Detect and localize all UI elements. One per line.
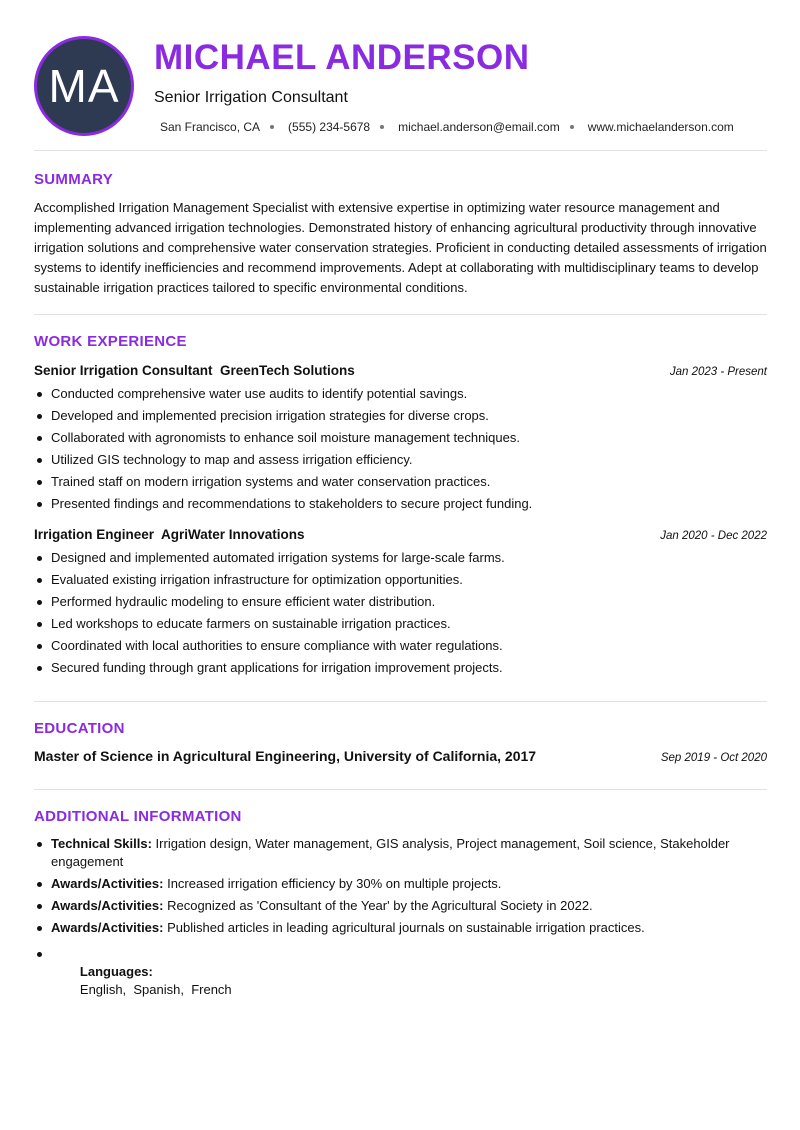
list-item bbox=[34, 945, 767, 1017]
additional-section bbox=[34, 790, 767, 1017]
list-item bbox=[34, 875, 767, 893]
bullet-separator bbox=[380, 125, 384, 129]
list-item bbox=[34, 897, 767, 915]
job-role-company bbox=[34, 527, 305, 542]
list-item: Conducted comprehensive water use audits to identify potential savings. bbox=[34, 385, 767, 403]
candidate-name: MICHAEL ANDERSON bbox=[154, 38, 530, 77]
job-role-company bbox=[34, 363, 355, 378]
job-role: Senior Irrigation Consultant bbox=[34, 363, 213, 378]
degree: Master of Science in Agricultural Engineering, University of California, 2017 bbox=[34, 748, 537, 764]
list-item: Evaluated existing irrigation infrastructure for optimization opportunities. bbox=[34, 571, 767, 589]
resume-page bbox=[34, 0, 767, 1017]
item-label: Awards/Activities: bbox=[51, 920, 164, 935]
additional-heading: ADDITIONAL INFORMATION bbox=[34, 808, 242, 825]
list-item: Led workshops to educate farmers on sustainable irrigation practices. bbox=[34, 615, 767, 633]
list-item: Trained staff on modern irrigation systems and water conservation practices. bbox=[34, 473, 767, 491]
candidate-title: Senior Irrigation Consultant bbox=[154, 89, 348, 106]
job-bullets bbox=[34, 549, 767, 677]
avatar-initials: MA bbox=[48, 60, 120, 112]
experience-section bbox=[34, 315, 767, 701]
contact-website[interactable]: www.michaelanderson.com bbox=[587, 120, 734, 134]
bullet-separator bbox=[570, 125, 574, 129]
item-text: Irrigation design, Water management, GIS analysis, Project management, Soil science, Stakeholder engagement bbox=[51, 836, 730, 869]
job-header bbox=[34, 363, 767, 378]
contact-email[interactable]: michael.anderson@email.com bbox=[398, 120, 560, 134]
item-text: Published articles in leading agricultural journals on sustainable irrigation practices. bbox=[167, 920, 645, 935]
item-text: English, Spanish, French bbox=[79, 982, 232, 997]
education-heading: EDUCATION bbox=[34, 720, 125, 737]
contact-location: San Francisco, CA bbox=[160, 120, 261, 134]
list-item: Coordinated with local authorities to ensure compliance with water regulations. bbox=[34, 637, 767, 655]
list-item bbox=[34, 835, 767, 871]
item-text: Recognized as 'Consultant of the Year' by the Agricultural Society in 2022. bbox=[167, 898, 593, 913]
avatar bbox=[34, 36, 134, 136]
education-entry bbox=[34, 748, 767, 764]
item-label: Languages: bbox=[79, 964, 153, 979]
item-label: Technical Skills: bbox=[51, 836, 152, 851]
education-section bbox=[34, 702, 767, 789]
item-label: Awards/Activities: bbox=[51, 876, 164, 891]
list-item: Performed hydraulic modeling to ensure efficient water distribution. bbox=[34, 593, 767, 611]
job-entry bbox=[34, 363, 767, 513]
job-dates: Jan 2023 - Present bbox=[669, 366, 767, 378]
list-item: Utilized GIS technology to map and assess irrigation efficiency. bbox=[34, 451, 767, 469]
job-dates: Jan 2020 - Dec 2022 bbox=[660, 530, 767, 542]
list-item: Presented findings and recommendations to stakeholders to secure project funding. bbox=[34, 495, 767, 513]
summary-heading: SUMMARY bbox=[34, 171, 114, 188]
job-entry bbox=[34, 527, 767, 677]
summary-section bbox=[34, 151, 767, 314]
job-role: Irrigation Engineer bbox=[34, 527, 155, 542]
resume-header bbox=[34, 0, 767, 150]
bullet-separator bbox=[270, 125, 274, 129]
job-header bbox=[34, 527, 767, 542]
job-company: AgriWater Innovations bbox=[161, 527, 305, 542]
education-dates: Sep 2019 - Oct 2020 bbox=[660, 752, 767, 764]
item-text: Increased irrigation efficiency by 30% on multiple projects. bbox=[167, 876, 502, 891]
summary-text: Accomplished Irrigation Management Specialist with extensive expertise in optimizing water resource management and implementing advanced irrigation technologies. Demonstrated history of enhancing agricultural productivity through innovative irrigation solutions and comprehensive water conservation strategies. Proficient in conducting detailed assessments of irrigation systems to identify inefficiencies and recommend improvements. Adept at collaborating with multidisciplinary teams to develop sustainable irrigation practices tailored to specific environmental conditions. bbox=[34, 200, 767, 295]
job-company: GreenTech Solutions bbox=[220, 363, 355, 378]
additional-list bbox=[34, 835, 767, 1017]
list-item bbox=[34, 919, 767, 937]
contact-phone[interactable]: (555) 234-5678 bbox=[288, 120, 371, 134]
item-label: Awards/Activities: bbox=[51, 898, 164, 913]
list-item: Developed and implemented precision irrigation strategies for diverse crops. bbox=[34, 407, 767, 425]
job-bullets bbox=[34, 385, 767, 513]
list-item: Designed and implemented automated irrigation systems for large-scale farms. bbox=[34, 549, 767, 567]
list-item: Collaborated with agronomists to enhance soil moisture management techniques. bbox=[34, 429, 767, 447]
experience-heading: WORK EXPERIENCE bbox=[34, 333, 187, 350]
list-item: Secured funding through grant applications for irrigation improvement projects. bbox=[34, 659, 767, 677]
contact-bar bbox=[160, 120, 767, 134]
